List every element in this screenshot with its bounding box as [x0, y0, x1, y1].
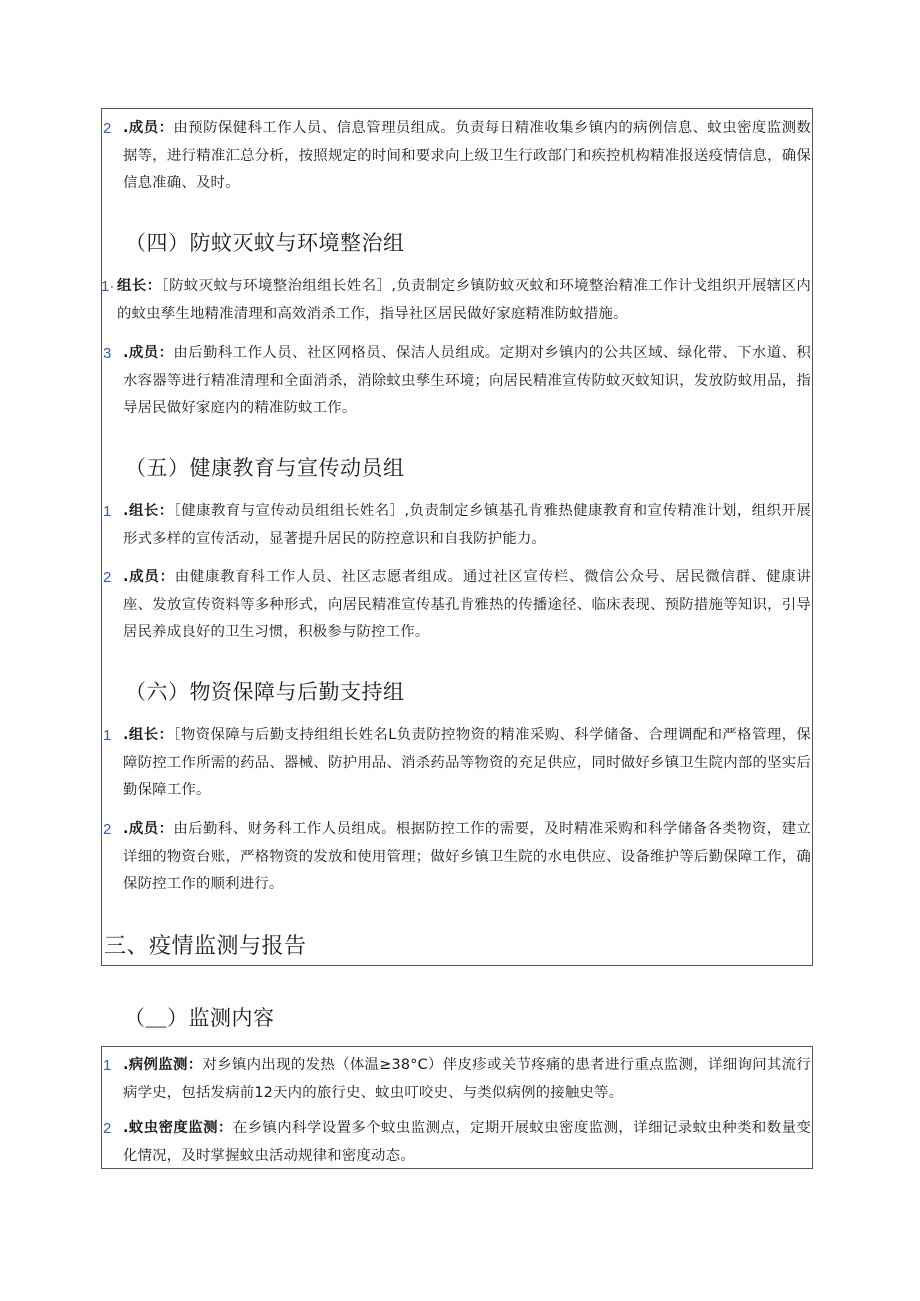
list-number: 1· — [101, 278, 115, 295]
content-box-upper — [101, 108, 813, 966]
list-number: 2 — [103, 569, 112, 586]
list-number: 2 — [103, 821, 112, 838]
list-number: 2 — [103, 1120, 112, 1137]
heading-section-three: 三、疫情监测与报告 — [104, 934, 307, 959]
paragraph-body: 在乡镇内科学设置多个蚊虫监测点，定期开展蚊虫密度监测，详细记录蚊虫种类和数量变化情况，及时掌握蚊虫活动规律和密度动态。 — [123, 1120, 811, 1164]
paragraph-lead: .病例监测： — [123, 1057, 203, 1073]
list-number: 1 — [103, 503, 112, 520]
paragraph-lead: 组长： — [117, 278, 162, 294]
paragraph-body: 由预防保健科工作人员、信息管理员组成。负责每日精准收集乡镇内的病例信息、蚊虫密度监测数据等，进行精准汇总分析，按照规定的时间和要求向上级卫生行政部门和疾控机构精准报送疫情信息，确保信息准确、及时。 — [123, 120, 811, 191]
list-number: 1 — [103, 727, 112, 744]
paragraph-body: ［物资保障与后勤支持组组长姓名L负责防控物资的精准采购、科学储备、合理调配和严格管理，保障防控工作所需的药品、器械、防护用品、消杀药品等物资的充足供应，同时做好乡镇卫生院内部的坚实后勤保障工作。 — [123, 727, 811, 798]
heading-monitoring-content: （＿）监测内容 — [124, 1006, 275, 1030]
paragraph-lead: .组长： — [123, 727, 174, 743]
heading-logistics-group: （六）物资保障与后勤支持组 — [125, 680, 405, 704]
heading-mosquito-control-group: （四）防蚊灭蚊与环境整治组 — [125, 231, 405, 255]
list-number: 3 — [103, 345, 112, 362]
paragraph-lead: .成员： — [123, 821, 174, 837]
paragraph-lead: .蚊虫密度监测： — [123, 1120, 233, 1136]
paragraph-body: 由健康教育科工作人员、社区志愿者组成。通过社区宣传栏、微信公众号、居民微信群、健康讲座、发放宣传资料等多种形式，向居民精准宣传基孔肯雅热的传播途径、临床表现、预防措施等知识，引导居民养成良好的卫生习惯，积极参与防控工作。 — [123, 569, 811, 640]
paragraph-body: ［防蚊灭蚊与环境整治组组长姓名］,负责制定乡镇防蚊灭蚊和环境整治精准工作计戈组织开展辖区内的蚊虫孳生地精准清理和高效消杀工作，指导社区居民做好家庭精准防蚊措施。 — [117, 278, 811, 322]
paragraph-body: 由后勤科工作人员、社区网格员、保洁人员组成。定期对乡镇内的公共区域、绿化带、下水道、积水容器等进行精准清理和全面消杀，消除蚊虫孳生环境；向居民精准宣传防蚊灭蚊知识，发放防蚊用品，指导居民做好家庭内的精准防蚊工作。 — [123, 345, 811, 416]
paragraph-lead: .成员： — [123, 345, 174, 361]
paragraph-lead: .组长： — [123, 503, 174, 519]
paragraph-body: 对乡镇内出现的发热（体温≥38°C）伴皮疹或关节疼痛的患者进行重点监测，详细询问其流行病学史，包括发病前12天内的旅行史、蚊虫叮咬史、与类似病例的接触史等。 — [123, 1057, 811, 1101]
paragraph-body: 由后勤科、财务科工作人员组成。根据防控工作的需要，及时精准采购和科学储备各类物资，建立详细的物资台账，严格物资的发放和使用管理；做好乡镇卫生院的水电供应、设备维护等后勤保障工作，确保防控工作的顺利进行。 — [123, 821, 811, 892]
list-number: 2 — [103, 120, 112, 137]
heading-health-education-group: （五）健康教育与宣传动员组 — [125, 456, 405, 480]
paragraph-lead: .成员： — [123, 120, 174, 136]
list-number: 1 — [103, 1057, 112, 1074]
content-box-lower — [101, 1046, 813, 1169]
paragraph-lead: .成员： — [123, 569, 175, 585]
paragraph-body: ［健康教育与宣传动员组组长姓名］,负责制定乡镇基孔肯雅热健康教育和宣传精准计划，组织开展形式多样的宣传活动，显著提升居民的防控意识和自我防护能力。 — [123, 503, 811, 547]
